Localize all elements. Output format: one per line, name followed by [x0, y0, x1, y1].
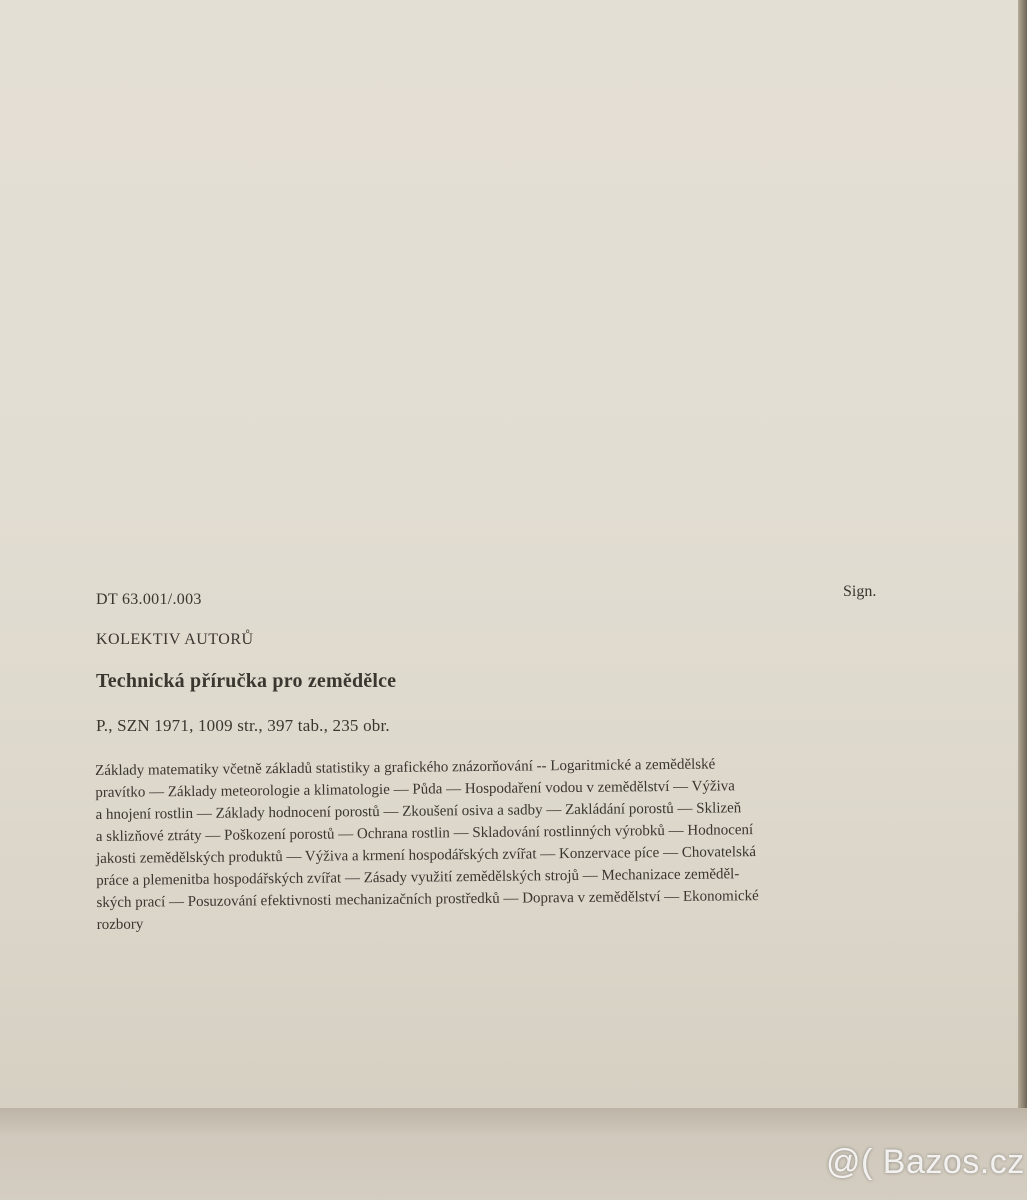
abstract-line: a hnojení rostlin — Základy hodnocení porostů — Zkoušení osiva a sadby — Zakládání porostů — Sklizeň — [95, 800, 742, 823]
catalog-code: DT 63.001/.003 — [96, 591, 202, 608]
abstract-text — [95, 751, 957, 936]
abstract-line: jakosti zemědělských produktů — Výživa a krmení hospodářských zvířat — Konzervace píce — Chovatelská — [95, 844, 757, 867]
publication-info: P., SZN 1971, 1009 str., 397 tab., 235 obr. — [96, 716, 390, 735]
sign-label: Sign. — [843, 583, 877, 600]
abstract-line: Základy matematiky včetně základů statistiky a grafického znázorňování -- Logaritmické a zemědělské — [95, 756, 716, 779]
abstract-line: pravítko — Základy meteorologie a klimatologie — Půda — Hospodaření vodou v zemědělství — Výživa — [95, 778, 735, 801]
authors: KOLEKTIV AUTORŮ — [96, 631, 254, 648]
abstract-line: ských prací — Posuzování efektivnosti mechanizačních prostředků — Doprava v zemědělství — Ekonomické — [96, 888, 759, 911]
bazos-watermark: @( Bazos.cz — [826, 1143, 1025, 1181]
book-title: Technická příručka pro zemědělce — [96, 670, 397, 692]
abstract-line: rozbory — [96, 916, 144, 933]
abstract-line: práce a plemenitba hospodářských zvířat — Zásady využití zemědělských strojů — Mechanizace zeměděl- — [96, 866, 740, 889]
book-spine — [1018, 0, 1027, 1112]
abstract-line: a sklizňové ztráty — Poškození porostů — Ochrana rostlin — Skladování rostlinných výrobků — Hodnocení — [95, 822, 754, 845]
